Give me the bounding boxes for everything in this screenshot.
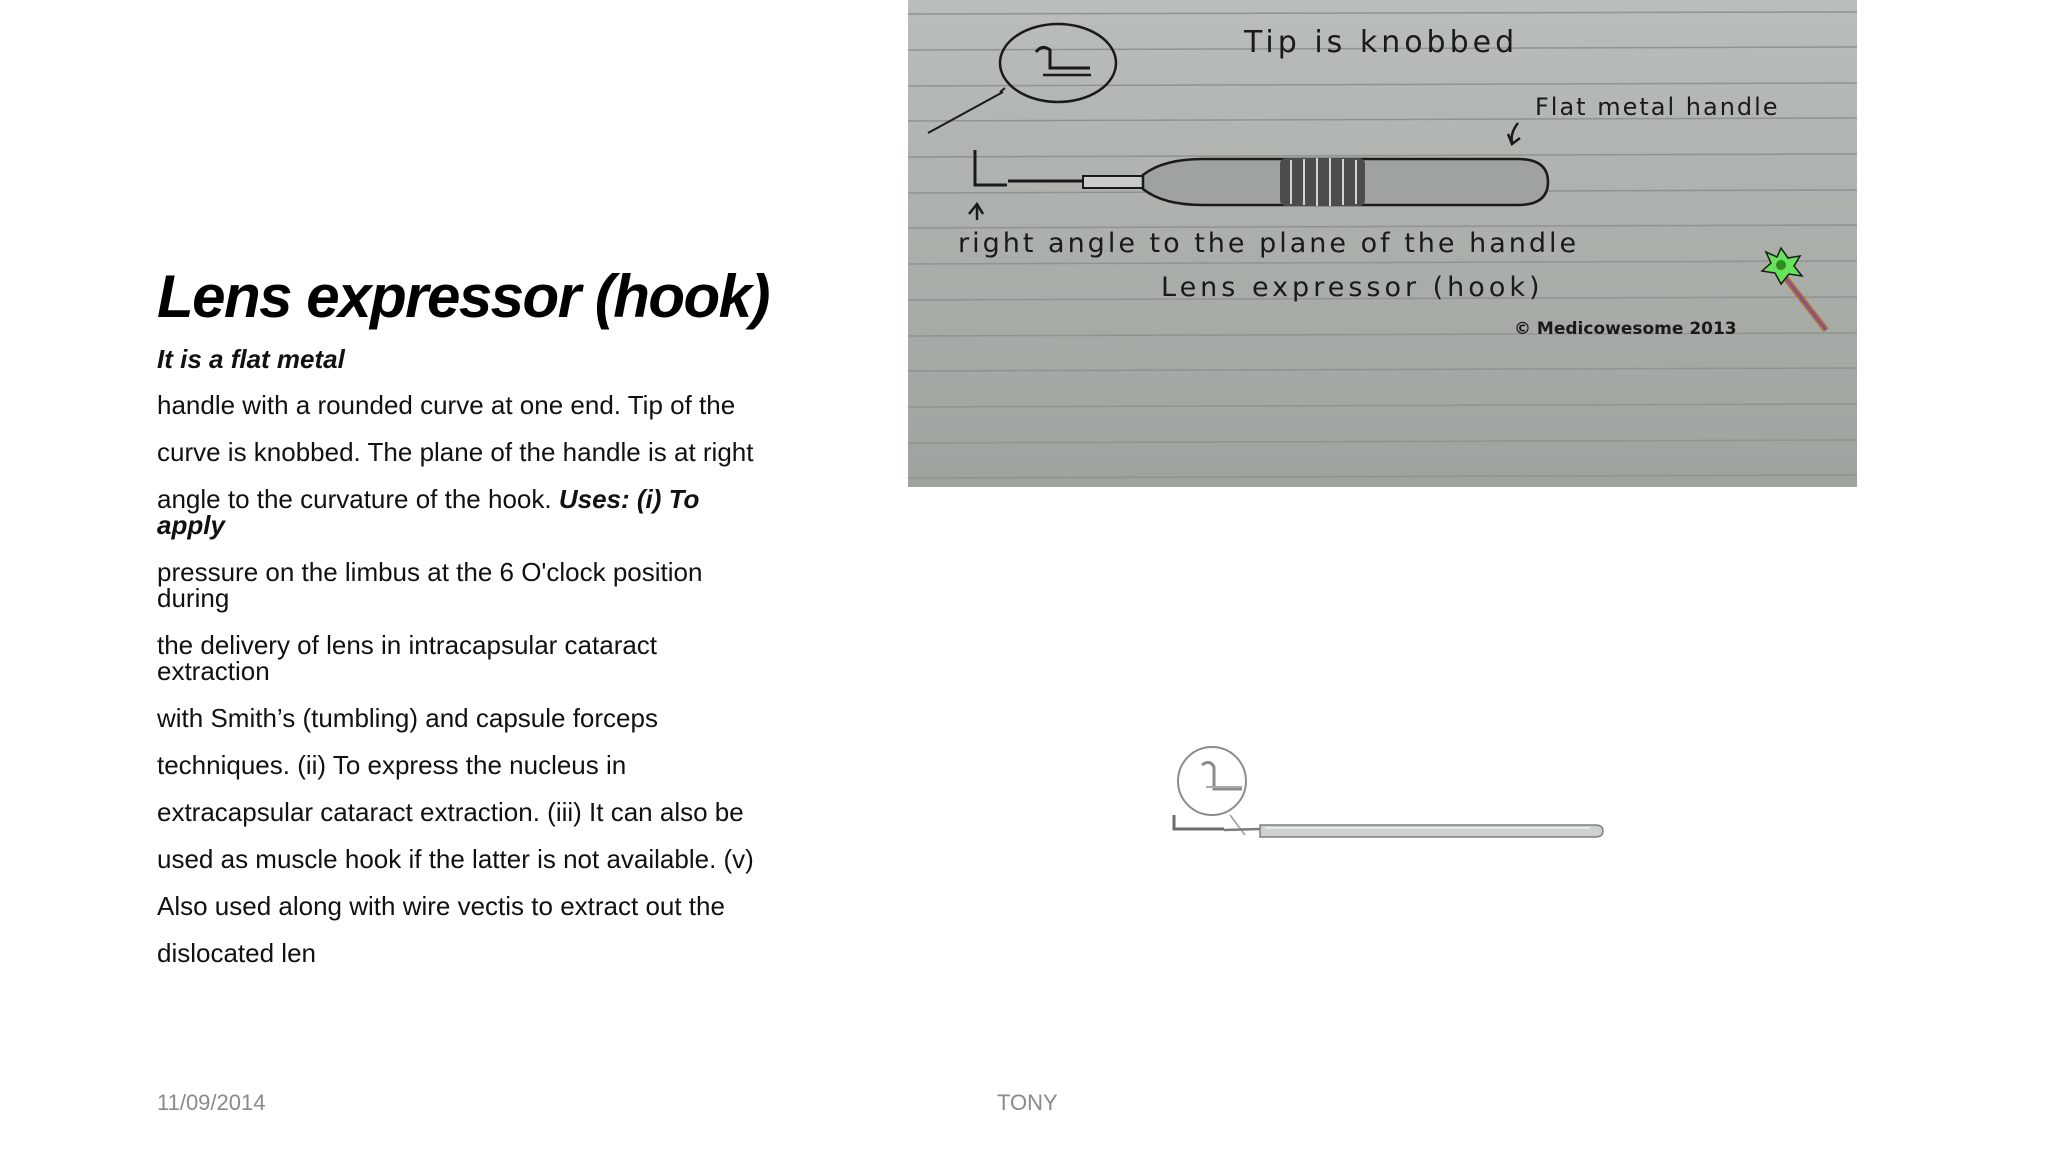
body-line-9: extraction (157, 656, 270, 686)
wand-logo-icon (1762, 248, 1826, 330)
body-line-12: extracapsular cataract extraction. (iii) It can also be (157, 797, 744, 827)
hand-drawn-sketch (908, 0, 1857, 487)
body-line-6: pressure on the limbus at the 6 O'clock position (157, 557, 703, 587)
instrument-photo-svg (1160, 735, 1620, 855)
uses-emphasis: Uses: (i) To (558, 484, 700, 514)
footer-date: 11/09/2014 (157, 1090, 266, 1115)
instrument-photo (1160, 735, 1620, 855)
body-line-1 (157, 346, 807, 372)
body-line-4-text: angle to the curvature of the hook. (157, 484, 559, 514)
sketch-svg (908, 0, 1857, 487)
body-line-4 (157, 486, 807, 512)
body-line-5 (157, 512, 807, 538)
body-line-14: Also used along with wire vectis to extract out the (157, 891, 725, 921)
body-line-10: with Smith’s (tumbling) and capsule forceps (157, 703, 658, 733)
label-copyright: © Medicowesome 2013 (1514, 319, 1737, 339)
label-right-angle: right angle to the plane of the handle (958, 228, 1580, 259)
slide-title: Lens expressor (hook) (157, 263, 770, 330)
intro-emphasis: It is a flat metal (157, 344, 345, 374)
body-line-15: dislocated len (157, 938, 316, 968)
footer-author: TONY (997, 1090, 1058, 1115)
label-tip-knobbed: Tip is knobbed (1244, 25, 1519, 60)
label-instrument-name: Lens expressor (hook) (1161, 272, 1544, 303)
label-flat-handle: Flat metal handle (1535, 93, 1780, 121)
body-line-11: techniques. (ii) To express the nucleus in (157, 750, 627, 780)
body-line-13: used as muscle hook if the latter is not available. (v) (157, 844, 754, 874)
slide-body (157, 346, 807, 987)
body-line-2: handle with a rounded curve at one end. Tip of the (157, 390, 736, 420)
body-line-7: during (157, 583, 230, 613)
expressor-drawing (969, 123, 1548, 220)
magnified-tip-icon (928, 24, 1116, 133)
apply-emphasis: apply (157, 510, 225, 540)
body-line-3: curve is knobbed. The plane of the handle is at right (157, 437, 754, 467)
body-line-8: the delivery of lens in intracapsular cataract (157, 630, 658, 660)
